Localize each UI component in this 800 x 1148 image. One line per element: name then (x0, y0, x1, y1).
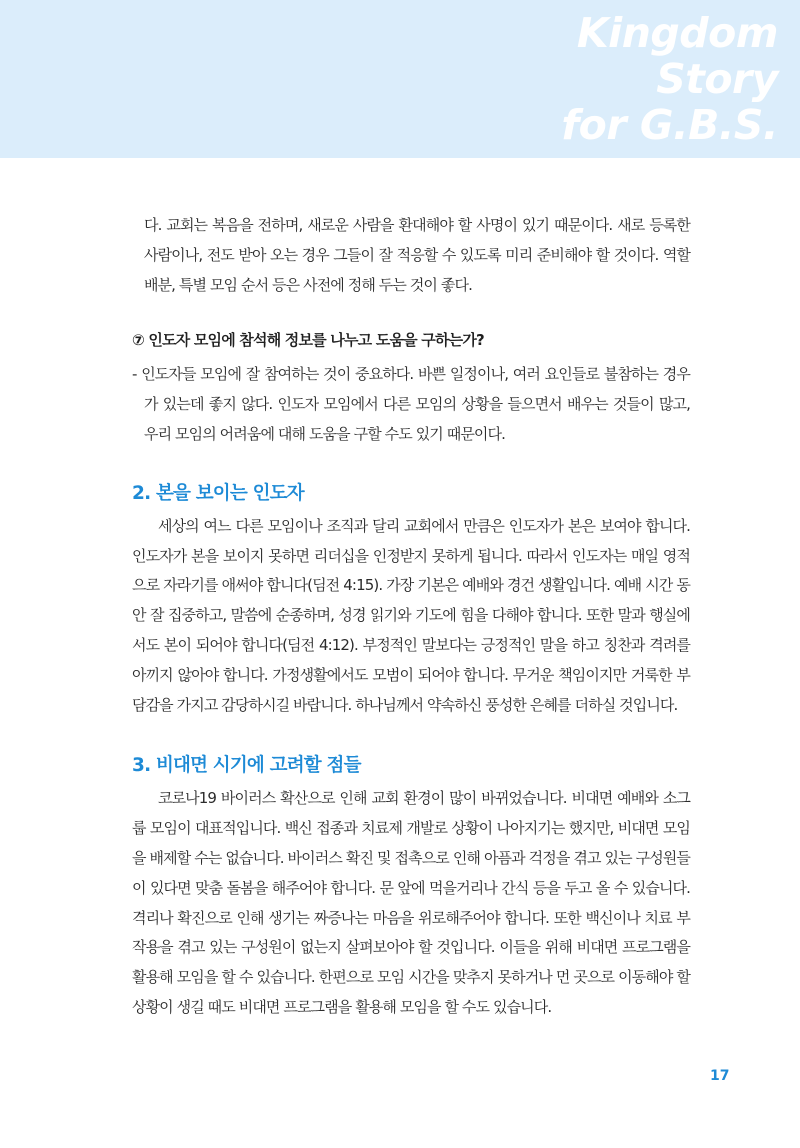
brand-line-3: for G.B.S. (561, 101, 778, 149)
question-7-heading: ⑦ 인도자 모임에 참석해 정보를 나누고 도움을 구하는가? (132, 331, 484, 350)
page-content (118, 211, 690, 1023)
section-2-body-block (118, 512, 690, 721)
section-2-title: 2. 본을 보이는 인도자 (132, 482, 304, 504)
intro-paragraph: 다. 교회는 복음을 전하며, 새로운 사람을 환대해야 할 사명이 있기 때문이다. 새로 등록한 사람이나, 전도 받아 오는 경우 그들이 잘 적응할 수 있도록 미리 준비해야 할 것이다. 역할 배분, 특별 모임 순서 등은 사전에 정해 두는 것이 좋다. (144, 216, 690, 294)
brand-title (561, 10, 778, 148)
question-7-answer: - 인도자들 모임에 잘 참여하는 것이 중요하다. 바쁜 일정이나, 여러 요인들로 불참하는 경우가 있는데 좋지 않다. 인도자 모임에서 다른 모임의 상황을 들으면서 배우는 것들이 많고, 우리 모임의 어려움에 대해 도움을 구할 수도 있기 때문이다. (132, 365, 690, 443)
brand-line-1: Kingdom (576, 9, 778, 57)
brand-line-2: Story (656, 55, 778, 103)
section-3-title: 3. 비대면 시기에 고려할 점들 (132, 755, 361, 777)
section-2-body: 세상의 여느 다른 모임이나 조직과 달리 교회에서 만큼은 인도자가 본은 보여야 합니다. 인도자가 본을 보이지 못하면 리더십을 인정받지 못하게 됩니다. 따라서 인도자는 매일 영적으로 자라기를 애써야 합니다(딤전 4:15). 가장 기본은 예배와 경건 생활입니다. 예배 시간 동안 잘 집중하고, 말씀에 순종하며, 성경 읽기와 기도에 힘을 다해야 합니다. 또한 말과 행실에서도 본이 되어야 합니다(딤전 4:12). 부정적인 말보다는 긍정적인 말을 하고 칭찬과 격려를 아끼지 않아야 합니다. 가정생활에서도 모범이 되어야 합니다. 무거운 책임이지만 거룩한 부담감을 가지고 감당하시길 바랍니다. 하나님께서 약속하신 풍성한 은혜를 더하실 것입니다. (132, 516, 690, 714)
section-3-body: 코로나19 바이러스 확산으로 인해 교회 환경이 많이 바뀌었습니다. 비대면 예배와 소그룹 모임이 대표적입니다. 백신 접종과 치료제 개발로 상황이 나아지기는 했지만, 비대면 모임을 배제할 수는 없습니다. 바이러스 확진 및 접촉으로 인해 아픔과 걱정을 겪고 있는 구성원들이 있다면 맞춤 돌봄을 해주어야 합니다. 문 앞에 먹을거리나 간식 등을 두고 올 수 있습니다. 격리나 확진으로 인해 생기는 짜증나는 마음을 위로해주어야 합니다. 또한 백신이나 치료 부작용을 겪고 있는 구성원이 없는지 살펴보아야 할 것입니다. 이들을 위해 비대면 프로그램을 활용해 모임을 할 수 있습니다. 한편으로 모임 시간을 맞추지 못하거나 먼 곳으로 이동해야 할 상황이 생길 때도 비대면 프로그램을 활용해 모임을 할 수도 있습니다. (132, 789, 690, 1016)
header-band (0, 0, 800, 158)
page-number: 17 (710, 1068, 730, 1084)
section-3-body-block (118, 784, 690, 1022)
